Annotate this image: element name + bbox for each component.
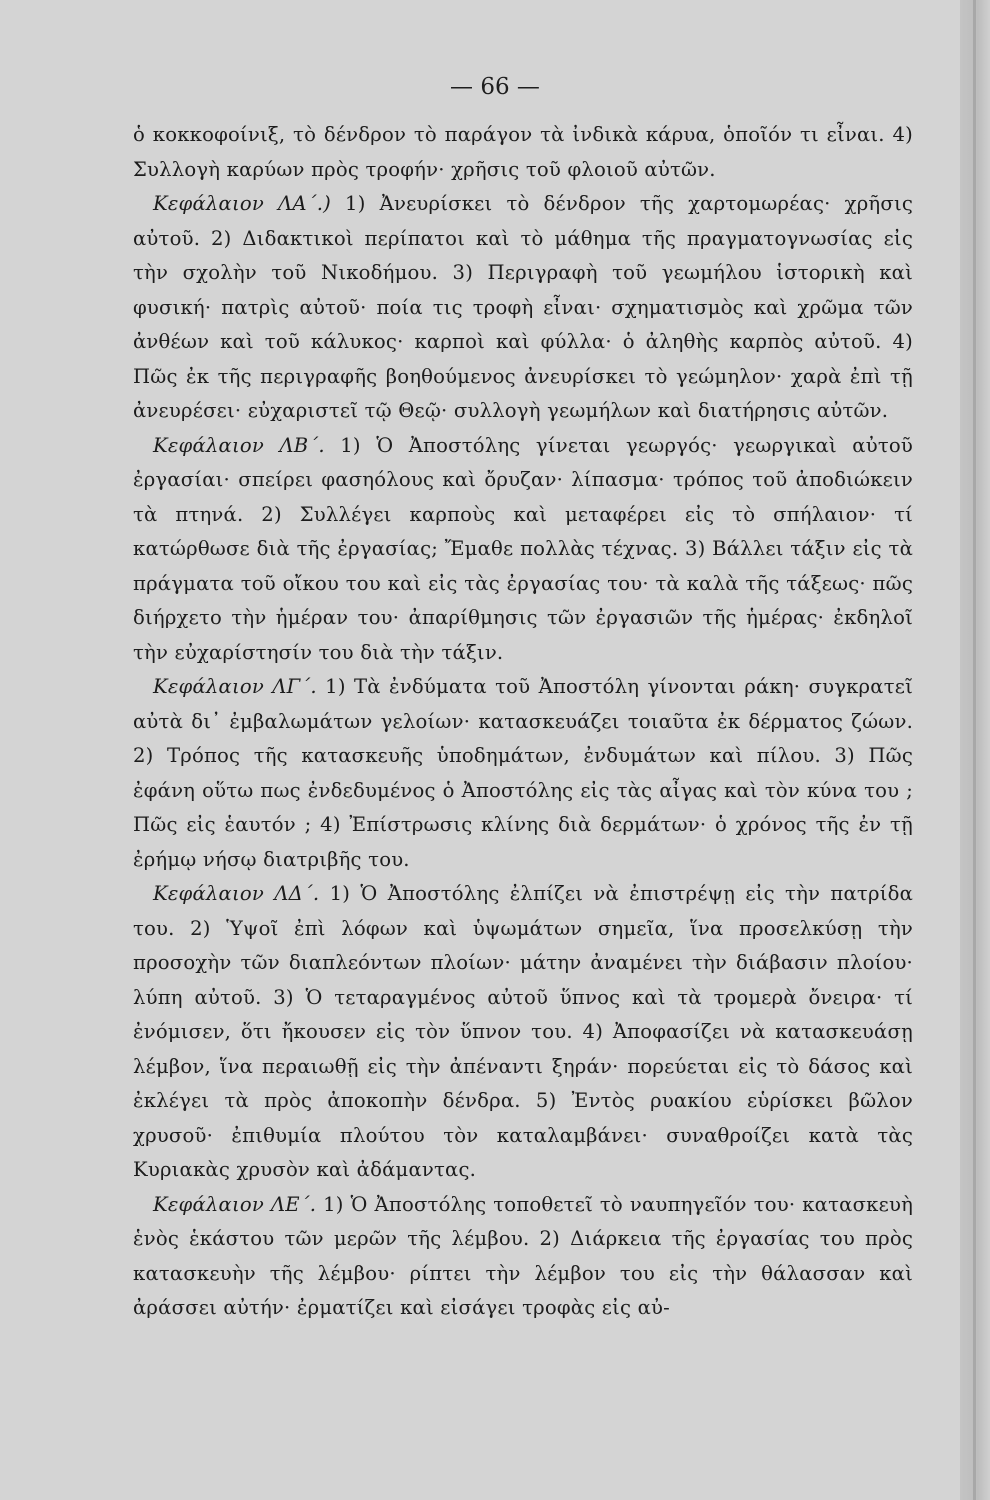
paragraph-text: ὁ κοκκοφοίνιξ, τὸ δένδρον τὸ παράγον τὰ ἰνδικὰ κάρυα, ὁποῖόν τι εἶναι. 4) Συλλογὴ καρύων πρὸς τροφήν· χρῆσις τοῦ φλοιοῦ αὐτῶν. [133,123,913,181]
chapter-heading: Κεφάλαιον ΛΓ΄. [153,675,317,698]
page-edge-line [973,0,976,1500]
chapter-34-summary [133,877,913,1188]
paragraph-text: 1) Ὁ Ἀποστόλης ἐλπίζει νὰ ἐπιστρέψῃ εἰς τὴν πατρίδα του. 2) Ὑψοῖ ἐπὶ λόφων καὶ ὑψωμάτων σημεῖα, ἵνα προσελκύσῃ τὴν προσοχὴν τῶν διαπλεόντων πλοίων· μάτην ἀναμένει τὴν διάβασιν πλοίου· λύπη αὐτοῦ. 3) Ὁ τεταραγμένος αὐτοῦ ὕπνος καὶ τὰ τρομερὰ ὄνειρα· τί ἐνόμισεν, ὅτι ἤκουσεν εἰς τὸν ὕπνον του. 4) Ἀποφασίζει νὰ κατασκευάσῃ λέμβον, ἵνα περαιωθῇ εἰς τὴν ἀπέναντι ξηράν· πορεύεται εἰς τὸ δάσος καὶ ἐκλέγει τὰ πρὸς ἀποκοπὴν δένδρα. 5) Ἐντὸς ρυακίου εὑρίσκει βῶλον χρυσοῦ· ἐπιθυμία πλούτου τὸν καταλαμβάνει· συναθροίζει κατὰ τὰς Κυριακὰς χρυσὸν καὶ ἀδάμαντας. [133,882,914,1181]
chapter-32-summary [133,429,913,671]
chapter-33-summary [133,670,913,877]
paragraph-text: 1) Ἀνευρίσκει τὸ δένδρον τῆς χαρτομωρέας· χρῆσις αὐτοῦ. 2) Διδακτικοὶ περίπατοι καὶ τὸ μάθημα τῆς πραγματογνωσίας εἰς τὴν σχολὴν τοῦ Νικοδήμου. 3) Περιγραφὴ τοῦ γεωμήλου ἱστορικὴ καὶ φυσική· πατρὶς αὐτοῦ· ποία τις τροφὴ εἶναι· σχηματισμὸς καὶ χρῶμα τῶν ἀνθέων καὶ τοῦ κάλυκος· καρποὶ καὶ φύλλα· ὁ ἀληθὴς καρπὸς αὐτοῦ. 4) Πῶς ἐκ τῆς περιγραφῆς βοηθούμενος ἀνευρίσκει τὸ γεώμηλον· χαρὰ ἐπὶ τῇ ἀνευρέσει· εὐχαριστεῖ τῷ Θεῷ· συλλογὴ γεωμήλων καὶ διατήρησις αὐτῶν. [133,192,913,422]
paragraph-text: 1) Ὁ Ἀποστόλης γίνεται γεωργός· γεωργικαὶ αὐτοῦ ἐργασίαι· σπείρει φασηόλους καὶ ὄρυζαν· λίπασμα· τρόπος τοῦ ἀποδιώκειν τὰ πτηνά. 2) Συλλέγει καρποὺς καὶ μεταφέρει εἰς τὸ σπήλαιον· τί κατώρθωσε διὰ τῆς ἐργασίας; Ἔμαθε πολλὰς τέχνας. 3) Βάλλει τάξιν εἰς τὰ πράγματα τοῦ οἴκου του καὶ εἰς τὰς ἐργασίας του· τὰ καλὰ τῆς τάξεως· πῶς διήρχετο τὴν ἡμέραν του· ἀπαρίθμησις τῶν ἐργασιῶν τῆς ἡμέρας· ἐκδηλοῖ τὴν εὐχαρίστησίν του διὰ τὴν τάξιν. [133,433,913,664]
chapter-35-summary [133,1188,913,1326]
chapter-heading: Κεφάλαιον ΛΒ΄. [153,433,325,457]
chapter-heading: Κεφάλαιον ΛΑ΄.) [153,192,331,215]
paragraph-text: 1) Ὁ Ἀποστόλης τοποθετεῖ τὸ ναυπηγεῖόν του· κατασκευὴ ἑνὸς ἑκάστου τῶν μερῶν τῆς λέμβου. 2) Διάρκεια τῆς ἐργασίας του πρὸς κατασκευὴν τῆς λέμβου· ρίπτει τὴν λέμβον του εἰς τὴν θάλασσαν καὶ ἀράσσει αὐτήν· ἐρματίζει καὶ εἰσάγει τροφὰς εἰς αὐ- [133,1192,914,1319]
paragraph-continuation [133,118,913,187]
chapter-31-summary [133,187,913,429]
body-text [133,118,913,1326]
chapter-heading: Κεφάλαιον ΛΕ΄. [153,1192,317,1216]
page-number: — 66 — [450,74,540,100]
paragraph-text: 1) Τὰ ἐνδύματα τοῦ Ἀποστόλη γίνονται ράκη· συγκρατεῖ αὐτὰ δι᾽ ἐμβαλωμάτων γελοίων· κατασκευάζει τοιαῦτα ἐκ δέρματος ζώων. 2) Τρόπος τῆς κατασκευῆς ὑποδημάτων, ἐνδυμάτων καὶ πίλου. 3) Πῶς ἐφάνη οὕτω πως ἐνδεδυμένος ὁ Ἀποστόλης εἰς τὰς αἶγας καὶ τὸν κύνα του ; Πῶς εἰς ἑαυτόν ; 4) Ἐπίστρωσις κλίνης διὰ δερμάτων· ὁ χρόνος τῆς ἐν τῇ ἐρήμῳ νήσῳ διατριβῆς του. [133,675,913,871]
chapter-heading: Κεφάλαιον ΛΔ΄. [153,882,320,905]
